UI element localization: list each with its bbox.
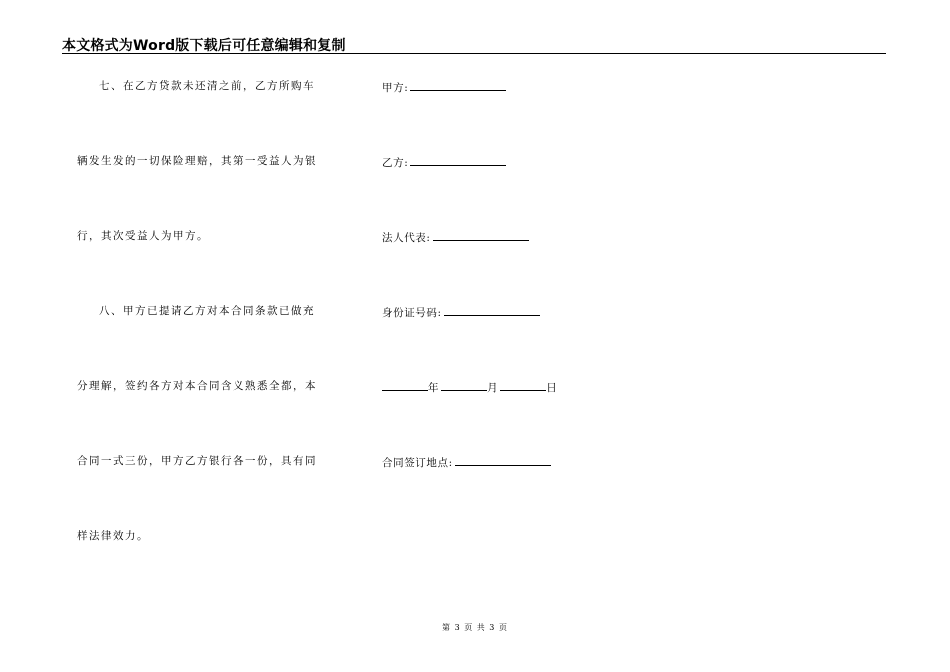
party-b-signature-line[interactable] [410,155,506,166]
clause-7-line-1: 七、在乙方贷款未还清之前，乙方所购车 [99,80,315,92]
id-number-field-line[interactable] [444,305,540,316]
party-b-row [382,155,506,169]
legal-rep-label: 法人代表: [382,232,431,244]
party-a-row [382,80,506,94]
day-label: 日 [546,382,558,394]
date-row [382,380,557,394]
clause-7-line-2: 辆发生发的一切保险理赔，其第一受益人为银 [77,155,317,167]
id-number-label: 身份证号码: [382,307,442,319]
clause-7-line-3: 行，其次受益人为甲方。 [77,230,209,242]
clause-8-line-1: 八、甲方已提请乙方对本合同条款已做充 [99,305,315,317]
header-divider [62,53,886,54]
page-number-footer: 第 3 页 共 3 页 [442,623,508,632]
location-field-line[interactable] [455,455,551,466]
year-field-line[interactable] [382,380,428,391]
clause-8-line-4: 样法律效力。 [77,530,149,542]
legal-rep-row [382,230,529,244]
year-label: 年 [428,382,440,394]
location-label: 合同签订地点: [382,457,453,469]
party-a-label: 甲方: [382,82,409,94]
month-field-line[interactable] [441,380,487,391]
id-number-row [382,305,540,319]
party-a-signature-line[interactable] [410,80,506,91]
party-b-label: 乙方: [382,157,409,169]
legal-rep-signature-line[interactable] [433,230,529,241]
clause-8-line-3: 合同一式三份，甲方乙方银行各一份，具有同 [77,455,317,467]
document-header-title: 本文格式为Word版下载后可任意编辑和复制 [62,38,346,54]
month-label: 月 [487,382,499,394]
location-row [382,455,551,469]
clause-8-line-2: 分理解，签约各方对本合同含义熟悉全都，本 [77,380,317,392]
day-field-line[interactable] [500,380,546,391]
